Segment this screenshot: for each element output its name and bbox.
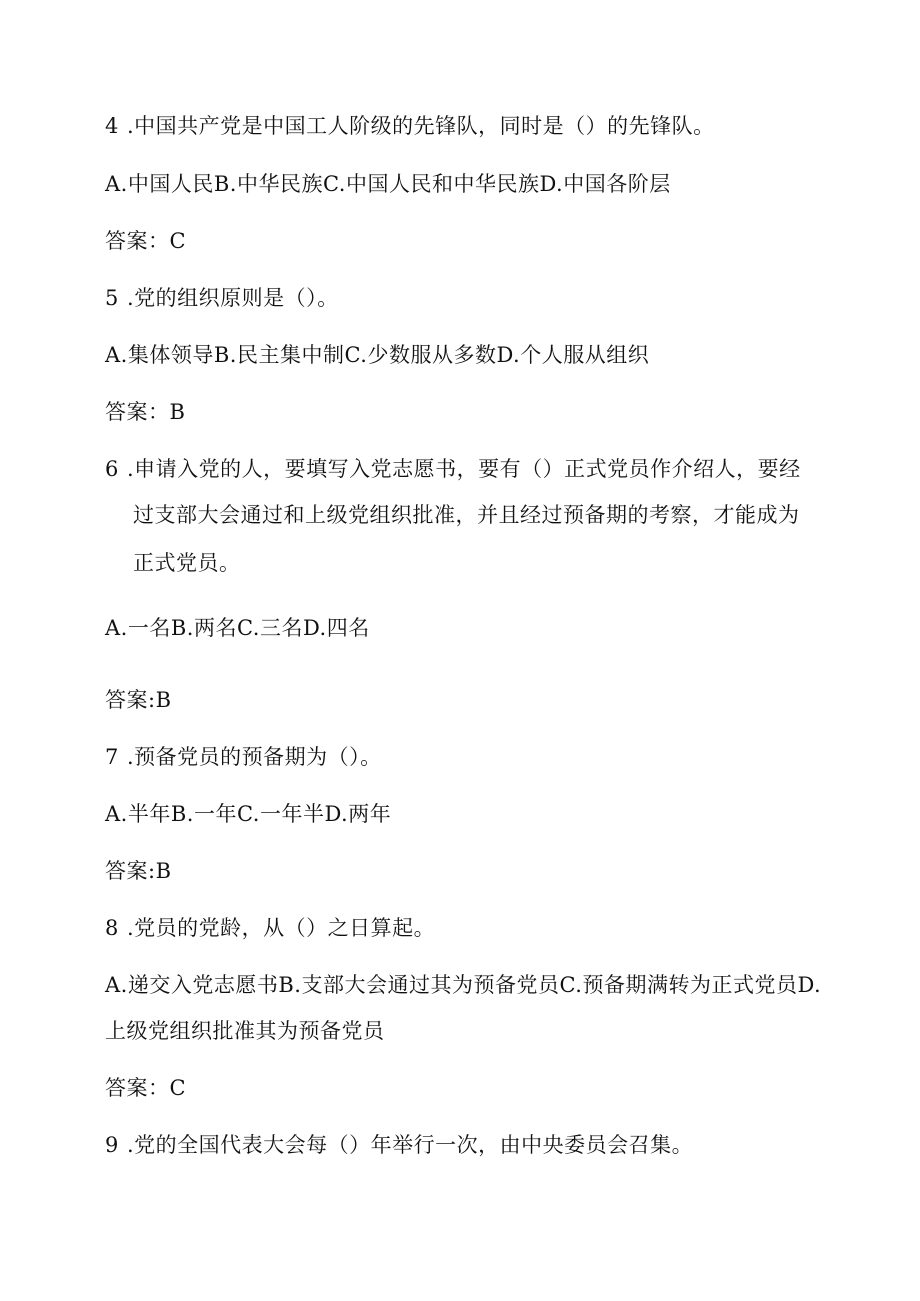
question-4-options: A.中国人民B.中华民族C.中国人民和中华民族D.中国各阶层 (105, 172, 671, 196)
question-7-options: A.半年B.一年C.一年半D.两年 (105, 802, 392, 826)
question-4-stem (105, 112, 715, 140)
question-5-options: A.集体领导B.民主集中制C.少数服从多数D.个人服从组织 (105, 343, 650, 367)
question-number: 7 (105, 745, 119, 769)
question-7-stem (105, 743, 382, 771)
question-7-answer: 答案:B (105, 859, 172, 883)
question-number: 9 (105, 1133, 119, 1157)
question-6-stem (105, 455, 801, 483)
question-5-stem (105, 284, 339, 312)
question-text: .中国共产党是中国工人阶级的先锋队，同时是（）的先锋队。 (127, 114, 715, 138)
question-text: .党的全国代表大会每（）年举行一次，由中央委员会召集。 (127, 1133, 694, 1157)
question-8-options: A.递交入党志愿书B.支部大会通过其为预备党员C.预备期满转为正式党员D. (105, 973, 822, 997)
question-number: 5 (105, 286, 119, 310)
question-6-stem-cont: 过支部大会通过和上级党组织批准，并且经过预备期的考察，才能成为 (133, 503, 800, 527)
question-5-answer: 答案：B (105, 400, 186, 424)
question-text: .党员的党龄，从（）之日算起。 (127, 916, 436, 940)
question-6-options: A.一名B.两名C.三名D.四名 (105, 616, 370, 640)
question-number: 8 (105, 916, 119, 940)
question-8-answer: 答案：C (105, 1076, 187, 1100)
question-8-options-cont: 上级党组织批准其为预备党员 (105, 1019, 385, 1043)
question-4-answer: 答案：C (105, 229, 187, 253)
question-6-answer: 答案:B (105, 688, 172, 712)
question-text: .预备党员的预备期为（）。 (127, 745, 382, 769)
question-text: .党的组织原则是（）。 (127, 286, 339, 310)
question-text: .申请入党的人，要填写入党志愿书，要有（）正式党员作介绍人，要经 (127, 457, 801, 481)
question-number: 4 (105, 114, 119, 138)
question-9-stem (105, 1131, 693, 1159)
question-8-stem (105, 914, 435, 942)
question-6-stem-cont: 正式党员。 (133, 551, 241, 575)
question-number: 6 (105, 457, 119, 481)
